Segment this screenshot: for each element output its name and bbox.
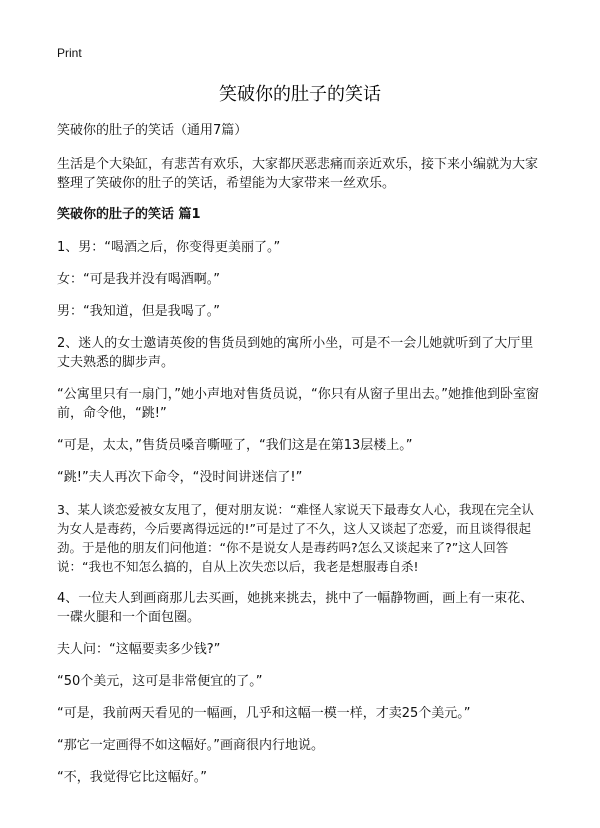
- paragraph: 夫人问：“这幅要卖多少钱?”: [57, 642, 221, 657]
- paragraph: “可是，太太，”售货员嗓音嘶哑了，“我们这是在第13层楼上。”: [57, 438, 413, 453]
- section-heading: 笑破你的肚子的笑话 篇1: [57, 207, 201, 222]
- paragraph: 男：“我知道，但是我喝了。”: [57, 304, 220, 319]
- intro-paragraph: 生活是个大染缸，有悲苦有欢乐，大家都厌恶悲痛而亲近欢乐，接下来小编就为大家整理了笑破你的肚子的笑话，希望能为大家带来一丝欢乐。: [57, 157, 539, 191]
- paragraph: “不，我觉得它比这幅好。”: [57, 770, 207, 785]
- page-title: 笑破你的肚子的笑话: [219, 84, 381, 105]
- article-subtitle: 笑破你的肚子的笑话（通用7篇）: [57, 123, 248, 138]
- paragraph: 2、迷人的女士邀请英俊的售货员到她的寓所小坐，可是不一会儿她就听到了大厅里丈夫熟悉的脚步声。: [57, 336, 534, 370]
- article-body: [57, 122, 543, 800]
- paragraph: 3、某人谈恋爱被女友甩了，便对朋友说：“难怪人家说天下最毒女人心，我现在完全认为女人是毒药，今后要离得远远的!”可是过了不久，这人又谈起了恋爱，而且谈得很起劲。于是他的朋友们问他道：“你不是说女人是毒药吗?怎么又谈起来了?”这人回答说：“我也不知怎么搞的，自从上次失恋以后，我老是想服毒自杀!: [57, 502, 534, 574]
- paragraph: 女：“可是我并没有喝酒啊。”: [57, 272, 220, 287]
- paragraph: 1、男：“喝酒之后，你变得更美丽了。”: [57, 240, 281, 255]
- paragraph: “公寓里只有一扇门，”她小声地对售货员说，“你只有从窗子里出去。”她推他到卧室窗前，命令他，“跳!”: [57, 387, 539, 421]
- paragraph: “跳!”夫人再次下命令，“没时间讲迷信了!”: [57, 470, 303, 485]
- paragraph: “可是，我前两天看见的一幅画，几乎和这幅一模一样，才卖25个美元。”: [57, 706, 471, 721]
- paragraph: “那它一定画得不如这幅好。”画商很内行地说。: [57, 738, 324, 753]
- print-link[interactable]: Print: [57, 46, 82, 60]
- paragraph: “50个美元，这可是非常便宜的了。”: [57, 674, 263, 689]
- paragraph: 4、一位夫人到画商那儿去买画，她挑来挑去，挑中了一幅静物画，画上有一束花、一碟火腿和一个面包圈。: [57, 591, 534, 625]
